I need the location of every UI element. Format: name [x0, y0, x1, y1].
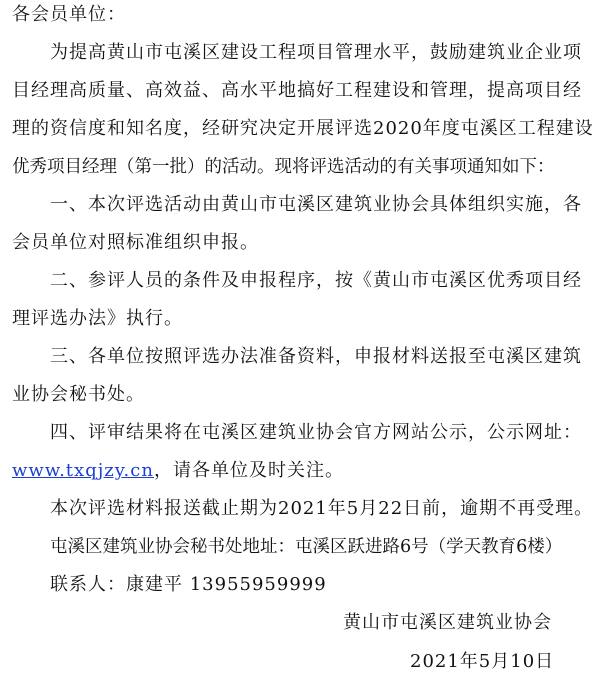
- item-4-line-1: 四、评审结果将在屯溪区建筑业协会官方网站公示，公示网址：: [50, 422, 582, 443]
- address-line: 屯溪区建筑业协会秘书处地址：屯溪区跃进路6号（学天教育6楼）: [50, 537, 563, 557]
- item-4-line-2-text: ，请各单位及时关注。: [153, 460, 344, 481]
- signature-organization: 黄山市屯溪区建筑业协会: [343, 612, 552, 633]
- intro-line-3: 理的资信度和知名度，经研究决定开展评选2020年度屯溪区工程建设: [12, 118, 594, 139]
- item-2-line-1: 二、参评人员的条件及申报程序，按《黄山市屯溪区优秀项目经: [50, 270, 582, 291]
- item-3-line-1: 三、各单位按照评选办法准备资料，申报材料送报至屯溪区建筑: [50, 346, 582, 367]
- intro-line-2: 目经理高质量、高效益、高水平地搞好工程建设和管理，提高项目经: [12, 80, 582, 101]
- item-1-line-2: 会员单位对照标准组织申报。: [12, 232, 259, 253]
- item-3-line-2: 业协会秘书处。: [12, 384, 145, 405]
- website-link[interactable]: www.txqjzy.cn: [12, 460, 154, 481]
- intro-line-1: 为提高黄山市屯溪区建设工程项目管理水平，鼓励建筑业企业项: [50, 42, 582, 63]
- item-2-line-2: 理评选办法》执行。: [12, 308, 183, 329]
- contact-line: 联系人：康建平 13955959999: [50, 574, 327, 595]
- deadline-line: 本次评选材料报送截止期为2021年5月22日前，逾期不再受理。: [50, 498, 594, 519]
- signature-date: 2021年5月10日: [410, 651, 555, 672]
- item-4-line-2: [12, 460, 344, 482]
- item-1-line-1: 一、本次评选活动由黄山市屯溪区建筑业协会具体组织实施，各: [50, 194, 582, 215]
- salutation: 各会员单位：: [12, 4, 126, 25]
- intro-line-4: 优秀项目经理（第一批）的活动。现将评选活动的有关事项通知如下：: [12, 157, 555, 177]
